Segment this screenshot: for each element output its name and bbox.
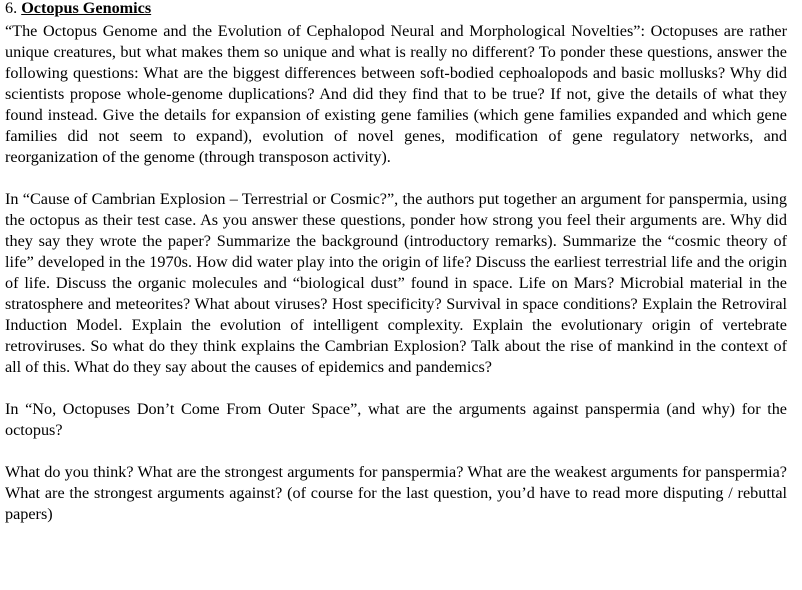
paragraph-opinion-questions: What do you think? What are the strongest arguments for panspermia? What are the weakest arguments for panspermia? What are the strongest arguments against? (of course for the last question, you’d have to read more disputing / rebuttal papers): [5, 463, 787, 523]
section-title: Octopus Genomics: [21, 0, 152, 17]
section-number: 6.: [5, 0, 18, 17]
document-body: [5, 0, 787, 525]
paragraph-octopus-genome: “The Octopus Genome and the Evolution of Cephalopod Neural and Morphological Novelties”: Octopuses are rather unique creatures, but what makes them so unique and what is really no different? To ponder these questions, answer the following questions: What are the biggest differences between soft-bodied cephoalopods and basic mollusks? Why did scientists propose whole-genome duplications? And did they find that to be true? If not, give the details of what they found instead. Give the details for expansion of existing gene families (which gene families expanded and which gene families did not seem to expand), evolution of novel genes, modification of gene regulatory networks, and reorganization of the genome (through transposon activity).: [5, 22, 787, 166]
paragraph-cambrian-explosion: In “Cause of Cambrian Explosion – Terrestrial or Cosmic?”, the authors put together an argument for panspermia, using the octopus as their test case. As you answer these questions, ponder how strong you feel their arguments are. Why did they say they wrote the paper? Summarize the background (introductory remarks). Summarize the “cosmic theory of life” developed in the 1970s. How did water play into the origin of life? Discuss the earliest terrestrial life and the origin of life. Discuss the organic molecules and “biological dust” found in space. Life on Mars? Microbial material in the stratosphere and meteorites? What about viruses? Host specificity? Survival in space conditions? Explain the Retroviral Induction Model. Explain the evolution of intelligent complexity. Explain the evolutionary origin of vertebrate retroviruses. So what do they think explains the Cambrian Explosion? Talk about the rise of mankind in the context of all of this. What do they say about the causes of epidemics and pandemics?: [5, 190, 787, 376]
section-heading: [5, 0, 787, 21]
paragraph-outer-space: In “No, Octopuses Don’t Come From Outer Space”, what are the arguments against panspermia (and why) for the octopus?: [5, 400, 787, 439]
